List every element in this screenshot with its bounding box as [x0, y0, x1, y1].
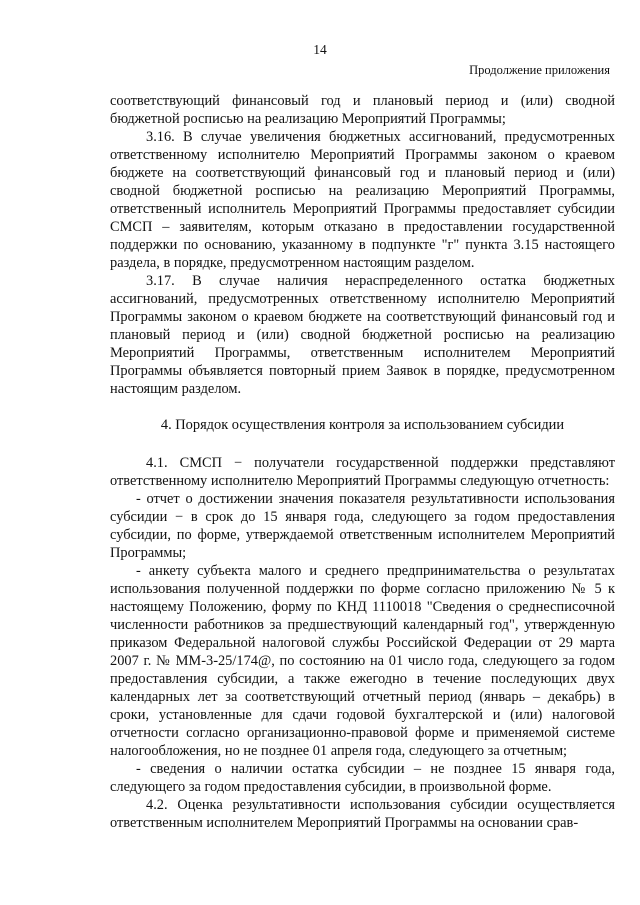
- list-item-report: - отчет о достижении значения показателя результативности использования субсидии − в срок до 15 января года, следующего за годом предоставления субсидии, по форме, утверждаемой ответственным исполнителем Мероприятий Программы;: [110, 491, 615, 561]
- paragraph-3-17: 3.17. В случае наличия нераспределенного остатка бюджетных ассигнований, предусмотренных ответственному исполнителю Мероприятий Программы законом о краевом бюджете на соответствующий финансовый год и плановый период и (или) сводной бюджетной росписью на реализацию Мероприятий Программы, ответственным исполнителем Мероприятий Программы объявляется повторный прием Заявок в порядке, предусмотренном настоящим разделом.: [110, 273, 615, 397]
- paragraph-4-2: 4.2. Оценка результативности использования субсидии осуществляется ответственным исполнителем Мероприятий Программы на основании срав-: [110, 797, 615, 831]
- paragraph-3-16: 3.16. В случае увеличения бюджетных ассигнований, предусмотренных ответственному исполнителю Мероприятий Программы законом о краевом бюджете на соответствующий финансовый год и плановый период и (или) сводной бюджетной росписью на реализацию Мероприятий Программы, ответственный исполнитель Мероприятий Программы предоставляет субсидии СМСП – заявителям, которым отказано в предоставлении государственной поддержки по основанию, указанному в подпункте "г" пункта 3.15 настоящего раздела, в порядке, предусмотренном настоящим разделом.: [110, 129, 615, 271]
- page-number: 14: [313, 42, 327, 57]
- section-heading: 4. Порядок осуществления контроля за использованием субсидии: [160, 417, 565, 433]
- list-item-balance-info: - сведения о наличии остатка субсидии – не позднее 15 января года, следующего за годом предоставления субсидии, в произвольной форме.: [110, 761, 615, 795]
- body-text: [110, 92, 615, 832]
- list-item-questionnaire: - анкету субъекта малого и среднего предпринимательства о результатах использования полученной поддержки по форме согласно приложению № 5 к настоящему Положению, форму по КНД 1110018 "Сведения о среднесписочной численности работников за предшествующий календарный год", утвержденную приказом Федеральной налоговой службы Российской Федерации от 29 марта 2007 г. № ММ-3-25/174@, по состоянию на 01 число года, следующего за годом предоставления субсидии, а также ежегодно в течение последующих двух календарных лет за соответствующий отчетный период (январь – декабрь) в сроки, установленные для сдачи годовой бухгалтерской и (или) налоговой отчетности согласно организационно-правовой форме и применяемой системе налогообложения, но не позднее 01 апреля года, следующего за отчетным;: [110, 563, 615, 759]
- paragraph-4-1: 4.1. СМСП − получатели государственной поддержки представляют ответственному исполнителю Мероприятий Программы следующую отчетность:: [110, 455, 615, 489]
- paragraph-continuation: соответствующий финансовый год и плановый период и (или) сводной бюджетной росписью на реализацию Мероприятий Программы;: [110, 93, 615, 127]
- running-header: Продолжение приложения: [469, 63, 610, 77]
